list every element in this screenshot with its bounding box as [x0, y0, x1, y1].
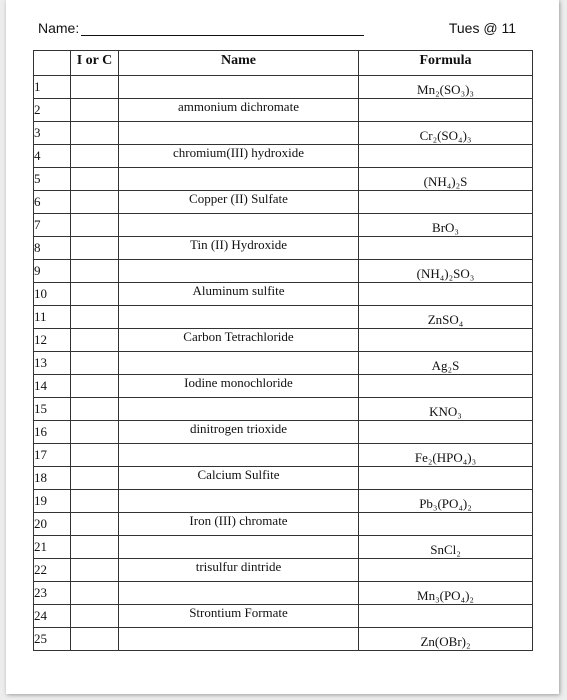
- formula-cell[interactable]: [359, 513, 533, 536]
- class-period: Tues @ 11: [448, 20, 516, 36]
- compound-name-cell[interactable]: [119, 122, 359, 145]
- row-number: 20: [34, 513, 71, 536]
- ionic-covalent-cell[interactable]: [71, 237, 119, 260]
- formula-cell[interactable]: [359, 605, 533, 628]
- row-number: 4: [34, 145, 71, 168]
- row-number: 2: [34, 99, 71, 122]
- table-row: [34, 582, 533, 605]
- formula-cell[interactable]: [359, 283, 533, 306]
- row-number: 21: [34, 536, 71, 559]
- table-row: [34, 237, 533, 260]
- row-number: 19: [34, 490, 71, 513]
- table-row: [34, 513, 533, 536]
- ionic-covalent-cell[interactable]: [71, 306, 119, 329]
- ionic-covalent-cell[interactable]: [71, 76, 119, 99]
- table-row: [34, 168, 533, 191]
- compound-name-cell[interactable]: Aluminum sulfite: [119, 283, 359, 306]
- ionic-covalent-cell[interactable]: [71, 444, 119, 467]
- formula-cell[interactable]: Zn(OBr)₂: [359, 628, 533, 651]
- compound-name-cell[interactable]: [119, 628, 359, 651]
- table-row: [34, 283, 533, 306]
- compound-name-cell[interactable]: Tin (II) Hydroxide: [119, 237, 359, 260]
- ionic-covalent-cell[interactable]: [71, 421, 119, 444]
- compound-name-cell[interactable]: Carbon Tetrachloride: [119, 329, 359, 352]
- row-number: 10: [34, 283, 71, 306]
- table-header-row: [34, 51, 533, 76]
- formula-cell[interactable]: [359, 559, 533, 582]
- formula-cell[interactable]: Cr₂(SO₄)₃: [359, 122, 533, 145]
- table-row: [34, 306, 533, 329]
- table-row: [34, 536, 533, 559]
- ionic-covalent-cell[interactable]: [71, 605, 119, 628]
- ionic-covalent-cell[interactable]: [71, 628, 119, 651]
- table-row: [34, 145, 533, 168]
- table-row: [34, 467, 533, 490]
- ionic-covalent-cell[interactable]: [71, 352, 119, 375]
- formula-cell[interactable]: Pb₃(PO₄)₂: [359, 490, 533, 513]
- formula-cell[interactable]: (NH₄)₂SO₃: [359, 260, 533, 283]
- row-number: 3: [34, 122, 71, 145]
- row-number: 14: [34, 375, 71, 398]
- row-number: 15: [34, 398, 71, 421]
- ionic-covalent-cell[interactable]: [71, 214, 119, 237]
- formula-cell[interactable]: SnCl₂: [359, 536, 533, 559]
- table-row: [34, 191, 533, 214]
- table-row: [34, 375, 533, 398]
- table-row: [34, 260, 533, 283]
- table-row: [34, 421, 533, 444]
- ionic-covalent-cell[interactable]: [71, 536, 119, 559]
- row-number: 18: [34, 467, 71, 490]
- compound-name-cell[interactable]: [119, 536, 359, 559]
- ionic-covalent-cell[interactable]: [71, 329, 119, 352]
- row-number: 23: [34, 582, 71, 605]
- formula-cell[interactable]: Fe₂(HPO₄)₃: [359, 444, 533, 467]
- formula-column-header: Formula: [359, 51, 533, 76]
- compound-name-cell[interactable]: Copper (II) Sulfate: [119, 191, 359, 214]
- formula-cell[interactable]: Ag₂S: [359, 352, 533, 375]
- formula-cell[interactable]: [359, 237, 533, 260]
- row-number: 16: [34, 421, 71, 444]
- formula-cell[interactable]: [359, 421, 533, 444]
- row-number: 8: [34, 237, 71, 260]
- table-row: [34, 214, 533, 237]
- name-blank-line[interactable]: [81, 35, 364, 36]
- formula-cell[interactable]: [359, 99, 533, 122]
- formula-cell[interactable]: (NH₄)₂S: [359, 168, 533, 191]
- ionic-covalent-cell[interactable]: [71, 168, 119, 191]
- ionic-covalent-cell[interactable]: [71, 99, 119, 122]
- formula-cell[interactable]: ZnSO₄: [359, 306, 533, 329]
- compound-name-cell[interactable]: [119, 490, 359, 513]
- compound-name-cell[interactable]: trisulfur dintride: [119, 559, 359, 582]
- compound-name-cell[interactable]: [119, 260, 359, 283]
- ionic-covalent-cell[interactable]: [71, 122, 119, 145]
- compound-name-cell[interactable]: [119, 214, 359, 237]
- compound-name-cell[interactable]: Iron (III) chromate: [119, 513, 359, 536]
- row-number: 1: [34, 76, 71, 99]
- ionic-covalent-cell[interactable]: [71, 559, 119, 582]
- ionic-covalent-cell[interactable]: [71, 375, 119, 398]
- row-number: 6: [34, 191, 71, 214]
- table-row: [34, 99, 533, 122]
- ionic-covalent-cell[interactable]: [71, 191, 119, 214]
- ionic-covalent-cell[interactable]: [71, 145, 119, 168]
- ionic-covalent-cell[interactable]: [71, 513, 119, 536]
- ionic-covalent-cell[interactable]: [71, 260, 119, 283]
- ionic-covalent-cell[interactable]: [71, 398, 119, 421]
- compound-name-cell[interactable]: [119, 352, 359, 375]
- compound-name-cell[interactable]: [119, 582, 359, 605]
- compound-table: [33, 50, 533, 651]
- row-number: 9: [34, 260, 71, 283]
- formula-cell[interactable]: BrO₃: [359, 214, 533, 237]
- formula-cell[interactable]: [359, 467, 533, 490]
- ionic-covalent-cell[interactable]: [71, 467, 119, 490]
- row-number: 25: [34, 628, 71, 651]
- table-row: [34, 628, 533, 651]
- name-column-header: Name: [119, 51, 359, 76]
- row-number: 11: [34, 306, 71, 329]
- compound-name-cell[interactable]: chromium(III) hydroxide: [119, 145, 359, 168]
- compound-name-cell[interactable]: [119, 168, 359, 191]
- table-row: [34, 605, 533, 628]
- ionic-covalent-cell[interactable]: [71, 283, 119, 306]
- compound-name-cell[interactable]: [119, 76, 359, 99]
- row-number: 13: [34, 352, 71, 375]
- compound-name-cell[interactable]: [119, 398, 359, 421]
- formula-cell[interactable]: [359, 145, 533, 168]
- table-row: [34, 352, 533, 375]
- compound-name-cell[interactable]: [119, 444, 359, 467]
- formula-cell[interactable]: Mn₂(SO₃)₃: [359, 76, 533, 99]
- table-row: [34, 122, 533, 145]
- ionic-covalent-cell[interactable]: [71, 582, 119, 605]
- table-row: [34, 490, 533, 513]
- ionic-covalent-cell[interactable]: [71, 490, 119, 513]
- compound-name-cell[interactable]: Strontium Formate: [119, 605, 359, 628]
- row-number: 5: [34, 168, 71, 191]
- number-column-header: [34, 51, 71, 76]
- formula-cell[interactable]: [359, 375, 533, 398]
- table-row: [34, 329, 533, 352]
- row-number: 24: [34, 605, 71, 628]
- formula-cell[interactable]: Mn₃(PO₄)₂: [359, 582, 533, 605]
- row-number: 17: [34, 444, 71, 467]
- compound-name-cell[interactable]: Calcium Sulfite: [119, 467, 359, 490]
- table-row: [34, 398, 533, 421]
- name-label: Name:: [38, 20, 80, 36]
- row-number: 7: [34, 214, 71, 237]
- row-number: 22: [34, 559, 71, 582]
- ic-column-header: I or C: [71, 51, 119, 76]
- compound-name-cell[interactable]: Iodine monochloride: [119, 375, 359, 398]
- compound-name-cell[interactable]: ammonium dichromate: [119, 99, 359, 122]
- table-row: [34, 559, 533, 582]
- formula-cell[interactable]: KNO₃: [359, 398, 533, 421]
- formula-cell[interactable]: [359, 191, 533, 214]
- table-row: [34, 76, 533, 99]
- table-row: [34, 444, 533, 467]
- row-number: 12: [34, 329, 71, 352]
- compound-name-cell[interactable]: [119, 306, 359, 329]
- formula-cell[interactable]: [359, 329, 533, 352]
- compound-name-cell[interactable]: dinitrogen trioxide: [119, 421, 359, 444]
